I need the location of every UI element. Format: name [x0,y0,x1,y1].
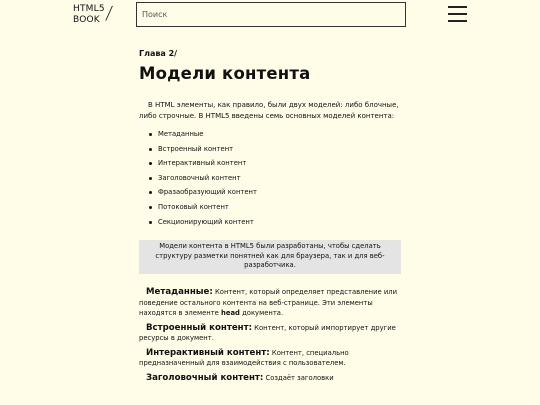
list-item: Секционирующий контент [149,218,401,233]
definition-term: Интерактивный контент: [146,347,270,358]
definition-term: Встроенный контент: [146,322,253,333]
logo-slash: / [104,3,114,24]
article [139,48,401,387]
chapter-label: Глава 2/ [139,49,178,58]
definition-text: Создаёт заголовки [263,373,334,382]
menu-bar [448,20,467,22]
definition-term: Метаданные: [146,287,213,298]
menu-bar [448,13,467,15]
list-item: Потоковый контент [149,203,401,218]
list-item: Фразаобразующий контент [149,188,401,203]
definition-text-end: документа. [239,309,284,318]
definition-text: Контент, который определяет представление или поведение остального контента на веб-странице. Эти элементы находятся в элементе [139,288,398,318]
list-item: Заголовочный контент [149,174,401,189]
definition-tag: head [221,309,240,318]
definition-heading [139,373,401,384]
note-box: Модели контента в HTML5 были разработаны, чтобы сделать структуру разметки понятней как для браузера, так и для веб-разработчика. [139,240,401,274]
list-item: Интерактивный контент [149,159,401,174]
list-item: Встроенный контент [149,145,401,160]
logo-text-html5: HTML5 [73,4,105,14]
definition-metadata [139,287,401,319]
search-input[interactable] [136,2,406,27]
definition-text: Контент, специально предназначенный для взаимодействия с пользователем. [139,348,349,368]
intro-paragraph: В HTML элементы, как правило, были двух моделей: либо блочные, либо строчные. В HTML5 введены семь основных моделей контента: [139,101,399,120]
list-item: Метаданные [149,130,401,145]
logo-text-book: BOOK [73,15,100,25]
menu-bar [448,6,467,8]
definition-term: Заголовочный контент: [146,372,264,383]
content-models-list [139,130,401,232]
page-title: Модели контента [139,64,311,83]
definition-embedded [139,323,401,344]
definition-text: Контент, который импортирует другие ресурсы в документ. [139,323,396,343]
definitions [139,287,401,383]
hamburger-icon[interactable] [448,6,467,22]
site-logo[interactable] [73,3,114,26]
definition-interactive [139,348,401,369]
